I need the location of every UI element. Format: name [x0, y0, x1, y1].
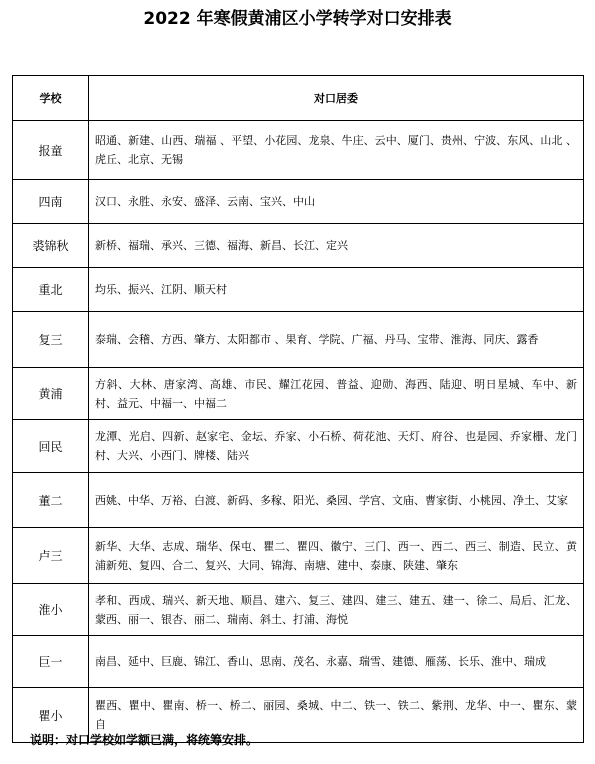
- school-cell: 裘锦秋: [13, 224, 89, 268]
- districts-cell: 孝和、西成、瑞兴、新天地、顺昌、建六、复三、建四、建三、建五、建一、徐二、局后、汇龙、蒙西、丽一、银杏、丽二、瑞南、斜土、打浦、海悦: [89, 584, 584, 636]
- districts-cell: 汉口、永胜、永安、盛泽、云南、宝兴、中山: [89, 180, 584, 224]
- header-districts: 对口居委: [89, 76, 584, 121]
- districts-cell: 新华、大华、志成、瑞华、保屯、瞿二、瞿四、徽宁、三门、西一、西二、西三、制造、民立、黄浦新苑、复四、合二、复兴、大同、锦海、南塘、建中、泰康、陕建、肇东: [89, 528, 584, 584]
- table-row: [13, 584, 584, 636]
- school-cell: 复三: [13, 312, 89, 368]
- table-row: [13, 636, 584, 688]
- school-cell: 黄浦: [13, 368, 89, 420]
- districts-cell: 均乐、振兴、江阴、顺天村: [89, 268, 584, 312]
- table-row: [13, 528, 584, 584]
- districts-cell: 龙潭、光启、四新、赵家宅、金坛、乔家、小石桥、荷花池、天灯、府谷、也是园、乔家栅、龙门村、大兴、小西门、牌楼、陆兴: [89, 420, 584, 473]
- footnote: 说明：对口学校如学额已满，将统筹安排。: [30, 733, 259, 747]
- school-cell: 瞿小: [13, 688, 89, 743]
- table-row: [13, 121, 584, 180]
- table-body: [13, 121, 584, 743]
- school-cell: 重北: [13, 268, 89, 312]
- header-school: 学校: [13, 76, 89, 121]
- table-row: [13, 368, 584, 420]
- school-cell: 淮小: [13, 584, 89, 636]
- table-row: [13, 420, 584, 473]
- assignment-table: [12, 75, 584, 743]
- school-cell: 四南: [13, 180, 89, 224]
- page-title: 2022 年寒假黄浦区小学转学对口安排表: [143, 9, 452, 29]
- table-row: [13, 312, 584, 368]
- districts-cell: 西姚、中华、万裕、白渡、新码、多稼、阳光、桑园、学宫、文庙、曹家街、小桃园、净土、艾家: [89, 473, 584, 528]
- districts-cell: 新桥、福瑞、承兴、三德、福海、新昌、长江、定兴: [89, 224, 584, 268]
- districts-cell: 南昌、延中、巨鹿、锦江、香山、思南、茂名、永嘉、瑞雪、建德、雁荡、长乐、淮中、瑞成: [89, 636, 584, 688]
- districts-cell: 泰瑞、会稽、方西、肇方、太阳都市 、果育、学院、广福、丹马、宝带、淮海、同庆、露香: [89, 312, 584, 368]
- school-cell: 报童: [13, 121, 89, 180]
- table-row: [13, 268, 584, 312]
- table-row: [13, 473, 584, 528]
- districts-cell: 方斜、大林、唐家湾、高雄、市民、耀江花园、普益、迎勋、海西、陆迎、明日星城、车中、新村、益元、中福一、中福二: [89, 368, 584, 420]
- school-cell: 卢三: [13, 528, 89, 584]
- school-cell: 巨一: [13, 636, 89, 688]
- districts-cell: 瞿西、瞿中、瞿南、桥一、桥二、丽园、桑城、中二、铁一、铁二、紫荆、龙华、中一、瞿东、蒙自: [89, 688, 584, 743]
- table-row: [13, 224, 584, 268]
- districts-cell: 昭通、新建、山西、瑞福 、平望、小花园、龙泉、牛庄、云中、厦门、贵州、宁波、东风、山北 、虎丘、北京、无锡: [89, 121, 584, 180]
- school-cell: 回民: [13, 420, 89, 473]
- table-row: [13, 180, 584, 224]
- table-header-row: [13, 76, 584, 121]
- school-cell: 董二: [13, 473, 89, 528]
